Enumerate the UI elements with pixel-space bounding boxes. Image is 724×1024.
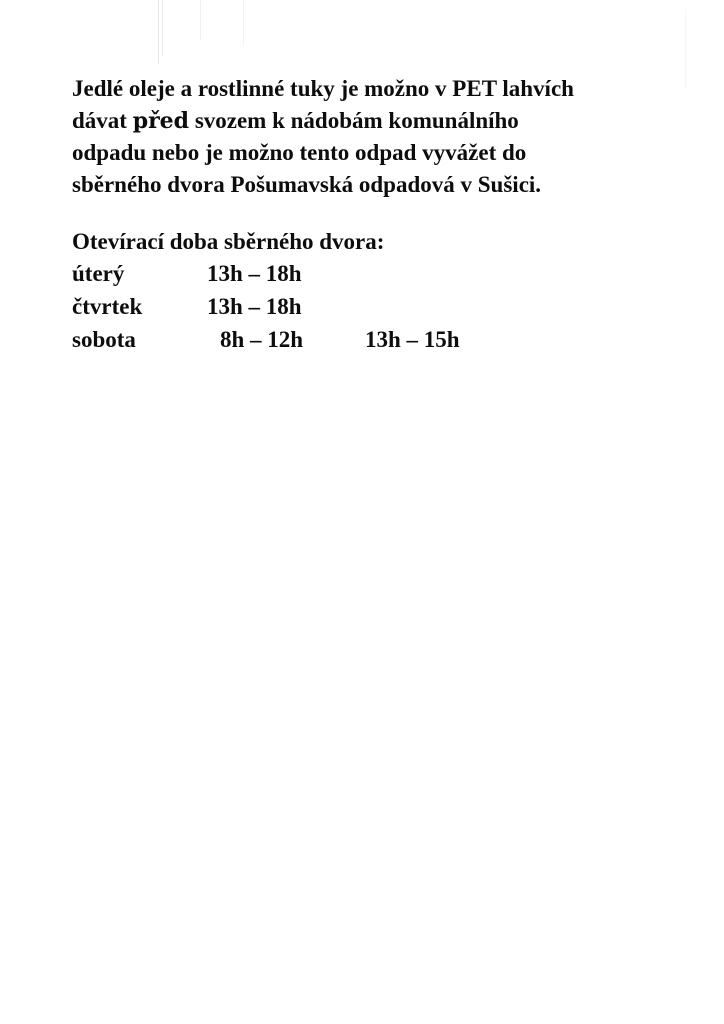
hours-row-saturday [72,324,682,357]
paragraph-line-4: sběrného dvora Pošumavská odpadová v Sušici. [72,171,542,197]
day-label: sobota [72,326,136,352]
opening-hours-table [72,258,682,357]
hours-row-thursday [72,291,682,324]
paragraph-line-2 [72,105,682,138]
paragraph-line-3: odpadu nebo je možno tento odpad vyvážet do [72,140,527,165]
oil-disposal-paragraph [72,73,682,200]
time-slot: 8h – 12h [220,326,304,352]
paragraph-line-2-start: dávat [72,107,133,133]
day-label: čtvrtek [72,293,143,319]
time-slot: 13h – 15h [365,326,460,352]
scan-artifact-line [162,0,163,56]
day-label: úterý [72,260,125,286]
opening-hours-heading: Otevírací doba sběrného dvora: [72,229,385,254]
scan-artifact-line [200,0,201,40]
time-slot: 13h – 18h [207,293,302,319]
paragraph-line-2-end: svozem k nádobám komunálního [189,107,519,133]
paragraph-line-1: Jedlé oleje a rostlinné tuky je možno v PET lahvích [72,76,574,101]
scan-artifact-line [158,0,159,64]
hours-row-tuesday [72,258,682,291]
notice-document [72,73,682,357]
paragraph-line-2-emphasis: před [132,107,190,134]
time-slot: 13h – 18h [207,260,302,286]
scan-artifact-line [685,10,686,90]
scan-artifact-line [243,0,244,46]
